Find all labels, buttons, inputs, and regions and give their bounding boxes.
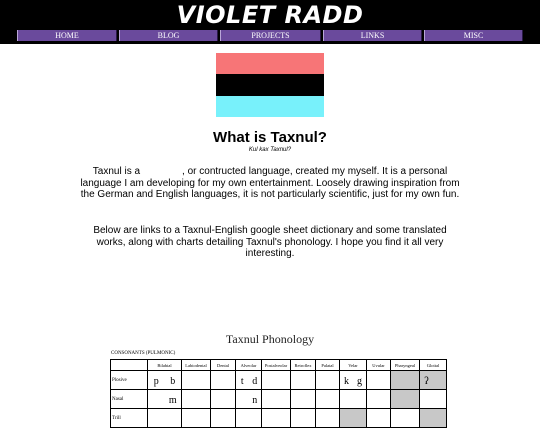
voiced-phoneme: b bbox=[170, 376, 176, 387]
voiced-phoneme: d bbox=[252, 376, 258, 387]
column-header: Postalveolar bbox=[262, 360, 291, 371]
column-header: Palatal bbox=[316, 360, 340, 371]
intro-paragraph bbox=[80, 166, 460, 201]
column-header: Velar bbox=[340, 360, 367, 371]
phoneme-cell bbox=[391, 371, 420, 390]
flag-stripe-middle bbox=[216, 74, 324, 95]
phoneme-cell bbox=[420, 390, 447, 409]
voiceless-phoneme: p bbox=[153, 376, 159, 387]
nav-misc[interactable]: MISC bbox=[424, 30, 523, 41]
site-header bbox=[0, 0, 540, 44]
nav-links[interactable]: LINKS bbox=[323, 30, 422, 41]
column-header: Labiodental bbox=[182, 360, 211, 371]
phoneme-cell bbox=[236, 390, 262, 409]
phoneme-cell bbox=[148, 371, 182, 390]
phoneme-cell bbox=[148, 390, 182, 409]
flag-stripe-top bbox=[216, 53, 324, 74]
nav-home[interactable]: HOME bbox=[17, 30, 117, 41]
phoneme-cell bbox=[367, 409, 391, 428]
phoneme-cell bbox=[236, 371, 262, 390]
page-heading: What is Taxnul? bbox=[213, 129, 327, 146]
main-nav bbox=[17, 30, 523, 41]
consonant-table bbox=[110, 359, 447, 428]
consonants-label: CONSONANTS (PULMONIC) bbox=[111, 351, 176, 356]
column-header: Glottal bbox=[420, 360, 447, 371]
site-title[interactable]: VIOLET RADD bbox=[176, 1, 364, 29]
phoneme-cell bbox=[211, 371, 236, 390]
phoneme-cell bbox=[236, 409, 262, 428]
voiced-phoneme: n bbox=[252, 395, 258, 406]
phonology-title: Taxnul Phonology bbox=[225, 332, 315, 346]
column-header: Bilabial bbox=[148, 360, 182, 371]
phoneme-cell bbox=[391, 390, 420, 409]
table-row bbox=[111, 409, 447, 428]
phoneme-cell bbox=[262, 409, 291, 428]
phoneme-cell bbox=[340, 409, 367, 428]
voiced-phoneme: m bbox=[168, 395, 177, 406]
column-header: Dental bbox=[211, 360, 236, 371]
voiceless-phoneme: k bbox=[344, 376, 349, 387]
nav-projects[interactable]: PROJECTS bbox=[220, 30, 321, 41]
phoneme-cell bbox=[316, 409, 340, 428]
voiceless-phoneme: t bbox=[240, 376, 244, 387]
taxnul-flag bbox=[216, 53, 324, 117]
phoneme-cell bbox=[291, 371, 316, 390]
voiceless-phoneme: ʔ bbox=[424, 376, 429, 387]
nav-blog[interactable]: BLOG bbox=[119, 30, 218, 41]
row-label: Trill bbox=[111, 409, 148, 428]
phoneme-cell bbox=[316, 390, 340, 409]
phoneme-cell bbox=[291, 409, 316, 428]
phoneme-cell bbox=[420, 371, 447, 390]
phoneme-cell bbox=[291, 390, 316, 409]
phoneme-cell bbox=[182, 390, 211, 409]
phoneme-cell bbox=[367, 371, 391, 390]
row-label: Nasal bbox=[111, 390, 148, 409]
phoneme-cell bbox=[262, 390, 291, 409]
phoneme-cell bbox=[316, 371, 340, 390]
page-subheading: Kul kax Taxnul? bbox=[248, 147, 292, 153]
phoneme-cell bbox=[367, 390, 391, 409]
table-corner-cell bbox=[111, 360, 148, 371]
table-row bbox=[111, 371, 447, 390]
phoneme-cell bbox=[340, 371, 367, 390]
phoneme-cell bbox=[420, 409, 447, 428]
links-paragraph: Below are links to a Taxnul-English google sheet dictionary and some translated works, along with charts detailing Taxnul's phonology. I hope you find it all very interesting. bbox=[93, 225, 447, 260]
table-header-row bbox=[111, 360, 447, 371]
column-header: Alveolar bbox=[236, 360, 262, 371]
phoneme-cell bbox=[391, 409, 420, 428]
flag-stripe-bottom bbox=[216, 96, 324, 117]
phoneme-cell bbox=[340, 390, 367, 409]
intro-text-before: Taxnul is a bbox=[92, 166, 141, 177]
phoneme-cell bbox=[148, 409, 182, 428]
phoneme-cell bbox=[182, 409, 211, 428]
voiced-phoneme: g bbox=[357, 376, 362, 387]
phoneme-cell bbox=[182, 371, 211, 390]
column-header: Retroflex bbox=[291, 360, 316, 371]
phoneme-cell bbox=[211, 409, 236, 428]
row-label: Plosive bbox=[111, 371, 148, 390]
column-header: Pharyngeal bbox=[391, 360, 420, 371]
table-row bbox=[111, 390, 447, 409]
column-header: Uvular bbox=[367, 360, 391, 371]
intro-text-after: , or contructed language, created my myself. It is a personal language I am developing for my own entertainment. Loosely drawing inspiration from the German and English languages, it is not particularly scientific, just for my own fun. bbox=[80, 166, 460, 201]
phoneme-cell bbox=[262, 371, 291, 390]
phoneme-cell bbox=[211, 390, 236, 409]
